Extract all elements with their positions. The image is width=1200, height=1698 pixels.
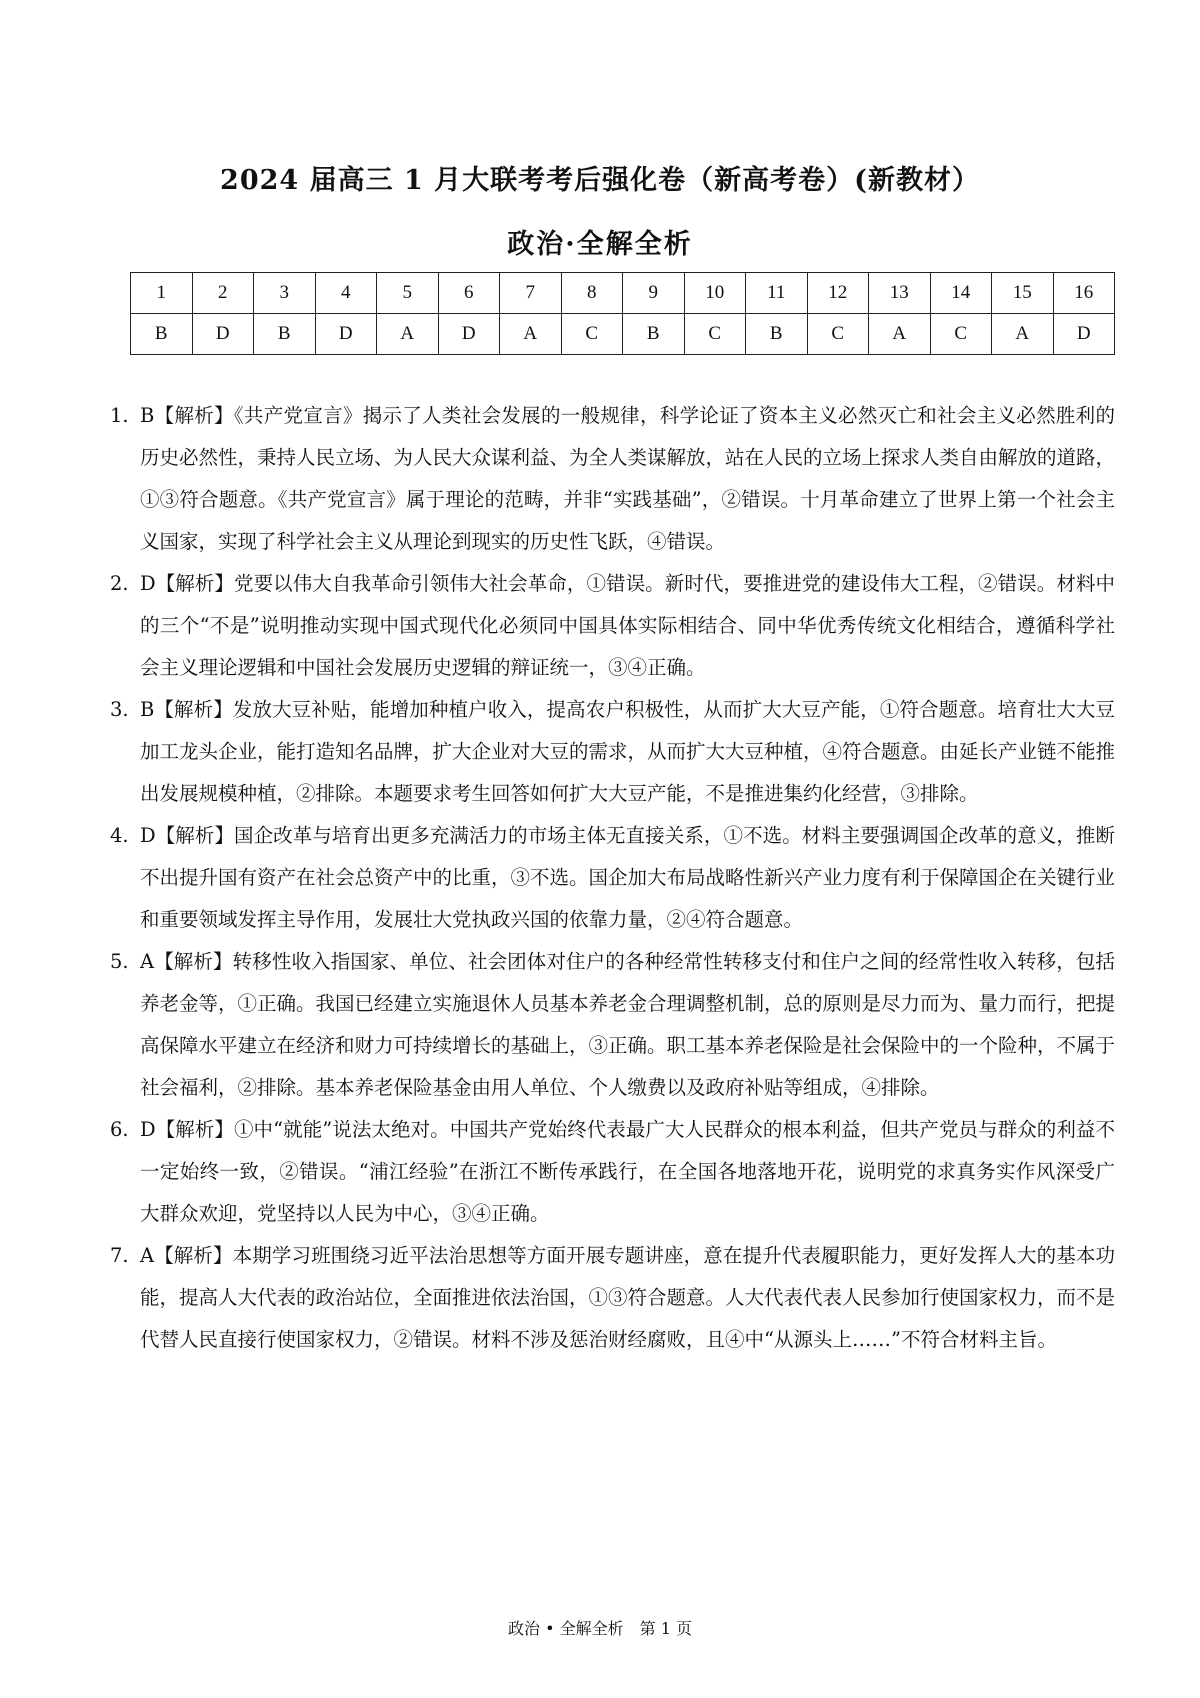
- answer-cell: A: [992, 314, 1054, 355]
- question-number-cell: 7: [500, 273, 562, 314]
- item-number: 4.: [110, 824, 129, 847]
- answer-table-answer-row: [131, 314, 1115, 355]
- item-text: D【解析】①中“就能”说法太绝对。中国共产党始终代表最广大人民群众的根本利益，但共产党员与群众的利益不一定始终一致，②错误。“浦江经验”在浙江不断传承践行，在全国各地落地开花，说明党的求真务实作风深受广大群众欢迎，党坚持以人民为中心，③④正确。: [140, 1118, 1115, 1225]
- item-number: 1.: [110, 404, 129, 427]
- question-number-cell: 10: [684, 273, 746, 314]
- question-number-cell: 13: [869, 273, 931, 314]
- answer-cell: C: [684, 314, 746, 355]
- analysis-list: [110, 395, 1115, 1361]
- answer-cell: A: [869, 314, 931, 355]
- analysis-item: [110, 689, 1115, 815]
- question-number-cell: 5: [377, 273, 439, 314]
- question-number-cell: 2: [192, 273, 254, 314]
- question-number-cell: 8: [561, 273, 623, 314]
- question-number-cell: 6: [438, 273, 500, 314]
- answer-cell: B: [746, 314, 808, 355]
- question-number-cell: 16: [1053, 273, 1115, 314]
- analysis-item: [110, 815, 1115, 941]
- answer-cell: D: [192, 314, 254, 355]
- answer-cell: C: [561, 314, 623, 355]
- item-text: D【解析】国企改革与培育出更多充满活力的市场主体无直接关系，①不选。材料主要强调国企改革的意义，推断不出提升国有资产在社会总资产中的比重，③不选。国企加大布局战略性新兴产业力度有利于保障国企在关键行业和重要领域发挥主导作用，发展壮大党执政兴国的依靠力量，②④符合题意。: [140, 824, 1116, 931]
- item-number: 2.: [110, 572, 129, 595]
- answer-cell: B: [254, 314, 316, 355]
- answer-cell: D: [1053, 314, 1115, 355]
- page-title: 2024 届高三 1 月大联考考后强化卷（新高考卷）(新教材）: [220, 165, 980, 196]
- question-number-cell: 15: [992, 273, 1054, 314]
- item-text: B【解析】《共产党宣言》揭示了人类社会发展的一般规律，科学论证了资本主义必然灭亡和社会主义必然胜利的历史必然性，秉持人民立场、为人民大众谋利益、为全人类谋解放，站在人民的立场上探求人类自由解放的道路，①③符合题意。《共产党宣言》属于理论的范畴，并非“实践基础”，②错误。十月革命建立了世界上第一个社会主义国家，实现了科学社会主义从理论到现实的历史性飞跃，④错误。: [140, 404, 1116, 553]
- analysis-item: [110, 563, 1115, 689]
- answer-cell: B: [131, 314, 193, 355]
- answer-cell: C: [930, 314, 992, 355]
- answer-cell: B: [623, 314, 685, 355]
- item-text: A【解析】转移性收入指国家、单位、社会团体对住户的各种经常性转移支付和住户之间的经常性收入转移，包括养老金等，①正确。我国已经建立实施退休人员基本养老金合理调整机制，总的原则是尽力而为、量力而行，把提高保障水平建立在经济和财力可持续增长的基础上，③正确。职工基本养老保险是社会保险中的一个险种，不属于社会福利，②排除。基本养老保险基金由用人单位、个人缴费以及政府补贴等组成，④排除。: [140, 950, 1116, 1099]
- question-number-cell: 1: [131, 273, 193, 314]
- question-number-cell: 12: [807, 273, 869, 314]
- answer-cell: D: [438, 314, 500, 355]
- item-number: 5.: [110, 950, 129, 973]
- analysis-item: [110, 395, 1115, 563]
- item-text: B【解析】发放大豆补贴，能增加种植户收入，提高农户积极性，从而扩大大豆产能，①符合题意。培育壮大大豆加工龙头企业，能打造知名品牌，扩大企业对大豆的需求，从而扩大大豆种植，④符合题意。由延长产业链不能推出发展规模种植，②排除。本题要求考生回答如何扩大大豆产能，不是推进集约化经营，③排除。: [140, 698, 1116, 805]
- answer-cell: D: [315, 314, 377, 355]
- page-subtitle: 政治·全解全析: [507, 229, 693, 260]
- question-number-cell: 4: [315, 273, 377, 314]
- answer-cell: A: [377, 314, 439, 355]
- question-number-cell: 9: [623, 273, 685, 314]
- item-number: 6.: [110, 1118, 129, 1141]
- question-number-cell: 3: [254, 273, 316, 314]
- item-text: A【解析】本期学习班围绕习近平法治思想等方面开展专题讲座，意在提升代表履职能力，更好发挥人大的基本功能，提高人大代表的政治站位，全面推进依法治国，①③符合题意。人大代表代表人民参加行使国家权力，而不是代替人民直接行使国家权力，②错误。材料不涉及惩治财经腐败，且④中“从源头上……”不符合材料主旨。: [140, 1244, 1116, 1351]
- answer-table: [130, 272, 1115, 355]
- item-text: D【解析】党要以伟大自我革命引领伟大社会革命，①错误。新时代，要推进党的建设伟大工程，②错误。材料中的三个“不是”说明推动实现中国式现代化必须同中国具体实际相结合、同中华优秀传统文化相结合，遵循科学社会主义理论逻辑和中国社会发展历史逻辑的辩证统一，③④正确。: [140, 572, 1115, 679]
- analysis-item: [110, 1109, 1115, 1235]
- answer-cell: A: [500, 314, 562, 355]
- analysis-item: [110, 941, 1115, 1109]
- question-number-cell: 11: [746, 273, 808, 314]
- analysis-item: [110, 1235, 1115, 1361]
- item-number: 3.: [110, 698, 129, 721]
- page-footer: 政治 • 全解全析 第 1 页: [508, 1619, 692, 1638]
- answer-cell: C: [807, 314, 869, 355]
- answer-table-number-row: [131, 273, 1115, 314]
- question-number-cell: 14: [930, 273, 992, 314]
- item-number: 7.: [110, 1244, 129, 1267]
